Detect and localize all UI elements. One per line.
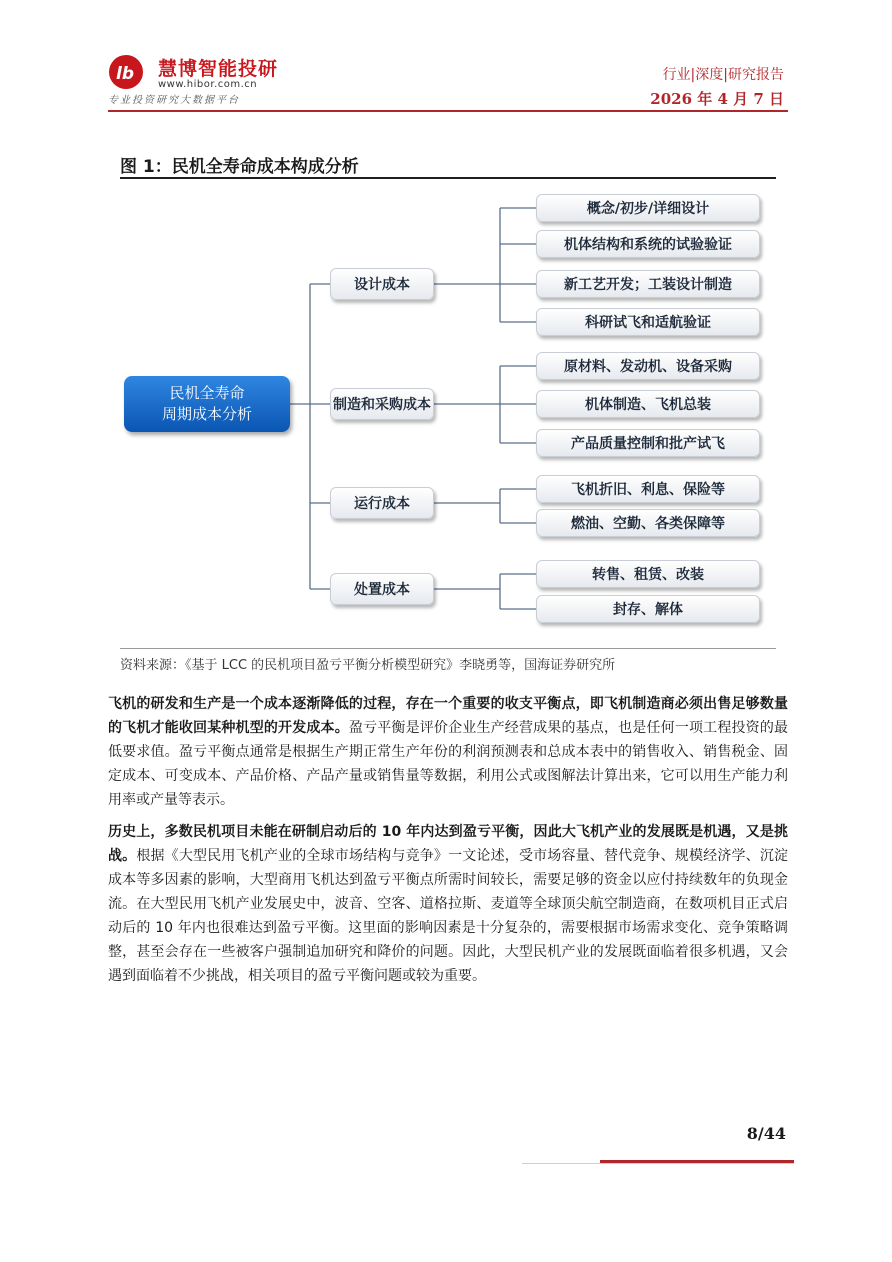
paragraph-1-lead: 飞机的研发和生产是一个成本逐渐降低的过程，存在一个重要的收支平衡点，即飞机制造商必须出售足够数量的飞机才能收回某种机型的开发成本。 <box>108 696 788 736</box>
category-design-cost: 设计成本 <box>330 268 434 300</box>
root-node-line2: 周期成本分析 <box>161 405 252 423</box>
paragraph-2-lead: 历史上，多数民机项目未能在研制启动后的 10 年内达到盈亏平衡，因此大飞机产业的发展既是机遇，又是挑战。 <box>108 824 788 864</box>
figure-top-divider <box>120 177 776 179</box>
paragraph-1-text: 盈亏平衡是评价企业生产经营成果的基点，也是任何一项工程投资的最低要求值。盈亏平衡点通常是根据生产期正常生产年份的利润预测表和总成本表中的销售收入、销售税金、固定成本、可变成本、产品价格、产品产量或销售量等数据，利用公式或图解法计算出来，它可以用生产能力利用率或产量等表示。 <box>108 720 789 808</box>
leaf-node: 原材料、发动机、设备采购 <box>536 352 760 380</box>
report-type: 行业|深度|研究报告 <box>662 67 784 83</box>
logo-slogan: 专业投资研究大数据平台 <box>108 95 240 106</box>
page-current: 8 <box>746 1124 758 1143</box>
hibor-logo-icon <box>108 54 152 90</box>
logo-name: 慧博智能投研 <box>158 58 279 80</box>
paragraph-2-text: 根据《大型民用飞机产业的全球市场结构与竞争》一文论述，受市场容量、替代竞争、规模经济学、沉淀成本等多因素的影响，大型商用飞机达到盈亏平衡点所需时间较长，需要足够的资金以应付持续数年的负现金流。在大型民用飞机产业发展史中，波音、空客、道格拉斯、麦道等全球顶尖航空制造商，在数项机目正式启动后的 10 年内也很难达到盈亏平衡。这里面的影响因素是十分复杂的，需要根据市场需求变化、竞争策略调整，甚至会存在一些被客户强制追加研究和降价的问题。因此，大型民机产业的发展既面临着很多机遇，又会遇到面临着不少挑战，相关项目的盈亏平衡问题或较为重要。 <box>108 848 789 984</box>
paragraph-2 <box>108 820 788 988</box>
header-divider <box>108 110 788 112</box>
logo <box>108 52 308 108</box>
figure-bottom-divider <box>120 648 776 649</box>
leaf-node: 转售、租赁、改装 <box>536 560 760 588</box>
figure-source: 资料来源：《基于 LCC 的民机项目盈亏平衡分析模型研究》李晓勇等，国海证券研究所 <box>120 658 616 673</box>
category-disposal-cost: 处置成本 <box>330 573 434 605</box>
leaf-node: 科研试飞和适航验证 <box>536 308 760 336</box>
leaf-node: 概念/初步/详细设计 <box>536 194 760 222</box>
page-total: 44 <box>763 1124 786 1143</box>
footer-divider-grey <box>522 1163 794 1164</box>
leaf-node: 新工艺开发；工装设计制造 <box>536 270 760 298</box>
leaf-node: 燃油、空勤、各类保障等 <box>536 509 760 537</box>
leaf-node: 机体制造、飞机总装 <box>536 390 760 418</box>
leaf-node: 产品质量控制和批产试飞 <box>536 429 760 457</box>
paragraph-1 <box>108 692 788 812</box>
footer-divider-red <box>600 1160 794 1163</box>
logo-url: www.hibor.com.cn <box>158 79 258 90</box>
svg-text:lb: lb <box>116 64 134 84</box>
category-operating-cost: 运行成本 <box>330 487 434 519</box>
root-node <box>124 376 290 432</box>
root-node-line1: 民机全寿命 <box>169 384 245 402</box>
leaf-node: 封存、解体 <box>536 595 760 623</box>
report-date: 2026 年 4 月 7 日 <box>650 90 784 108</box>
figure-title: 图 1：民机全寿命成本构成分析 <box>120 157 359 177</box>
leaf-node: 机体结构和系统的试验验证 <box>536 230 760 258</box>
page-number: 8/44 <box>746 1124 786 1143</box>
leaf-node: 飞机折旧、利息、保险等 <box>536 475 760 503</box>
category-manufacturing-cost: 制造和采购成本 <box>330 388 434 420</box>
